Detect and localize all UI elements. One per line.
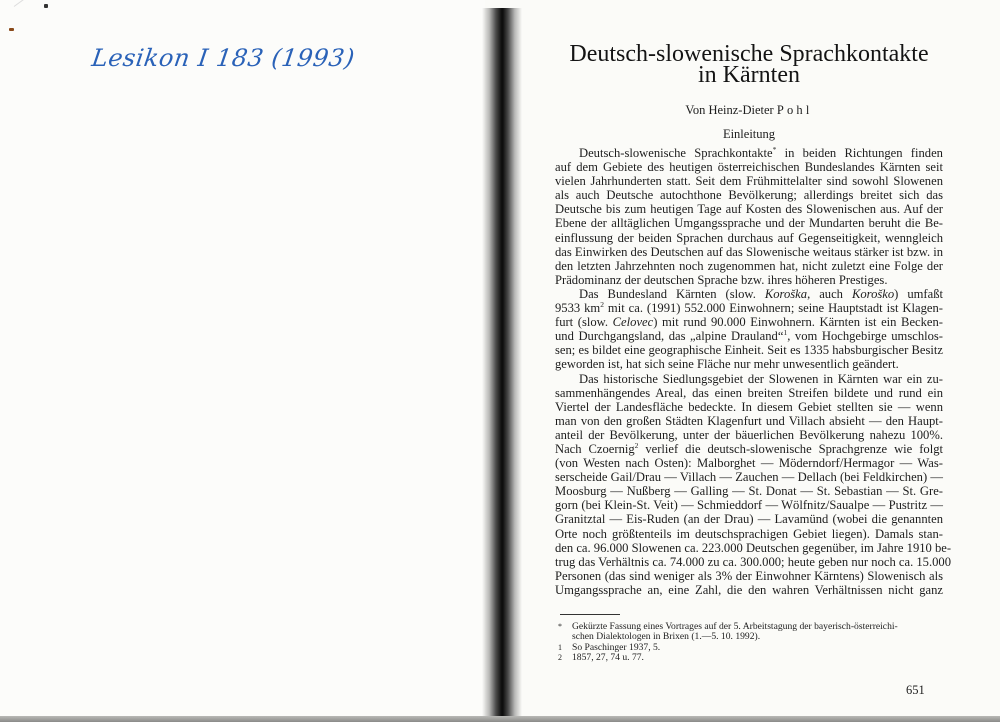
body-line: einflussung der beiden Sprachen durchaus auf Gegenseitigkeit, wenngleich <box>555 230 943 245</box>
body-line: man von den großen Städten Klagenfurt und Villach absieht — den Haupt- <box>555 413 943 428</box>
title-line-2: in Kärnten <box>698 62 800 88</box>
body-line: gorn (bei Klein-St. Veit) — Schmieddorf — Wölfnitz/Saualpe — Pustritz — <box>555 498 943 513</box>
body-line: Viertel der Landesfläche bedeckte. In diesem Gebiet stellten sie — wenn <box>555 399 943 414</box>
body-line: trug das Verhältnis ca. 74.000 zu ca. 300.000; heute geben nur noch ca. 15.000 <box>555 554 952 569</box>
body-line: Moosburg — Nußberg — Galling — St. Donat — St. Sebastian — St. Gre- <box>555 484 943 499</box>
body-line: Prädominanz der deutschen Sprache bzw. ihres höheren Prestiges. <box>555 272 888 287</box>
body-line: auf dem Gebiete des heutigen österreichischen Bundeslandes Kärnten seit <box>555 160 943 175</box>
title-line-1: Deutsch-slowenische Sprachkontakte <box>569 41 929 67</box>
footnote: * Gekürzte Fassung eines Vortrages auf der 5. Arbeitstagung der bayerisch-österreichi- <box>558 621 898 632</box>
body-line: Das historische Siedlungsgebiet der Slowenen in Kärnten war ein zu- <box>579 371 943 386</box>
italic-term: Koroška <box>764 286 808 301</box>
body-line: Umgangssprache an, eine Zahl, die den wahren Verhältnissen nicht ganz <box>555 582 943 597</box>
body-line: sammenhängendes Areal, das einen breiten Streifen bildete und rund ein <box>555 385 943 400</box>
left-page <box>0 0 485 716</box>
body-line: Deutsch-slowenische Sprachkontakte* in beiden Richtungen finden <box>579 145 943 160</box>
book-spine-shadow <box>482 8 522 716</box>
footnote-ref: * <box>772 145 777 154</box>
footnote: 2 1857, 27, 74 u. 77. <box>558 652 644 664</box>
footnote: 1 So Paschinger 1937, 5. <box>558 641 661 653</box>
footnote-rule <box>560 614 620 615</box>
body-text <box>555 145 952 597</box>
section-heading: Einleitung <box>722 127 776 141</box>
body-line: Nach Czoernig$^2$ verlief die deutsch-slowenische Sprachgrenze wie folgt <box>555 440 943 456</box>
body-line: serscheide Gail/Drau — Villach — Zauchen — Dellach (bei Feldkirchen) — <box>555 470 943 485</box>
body-line: vielen Jahrhunderten statt. Seit dem Frühmittelalter sind sowohl Slowenen <box>555 174 943 189</box>
body-line: das Einwirken des Deutschen auf das Slowenische weitaus stärker ist bzw. in <box>555 244 944 259</box>
corner-stain <box>9 28 14 31</box>
body-line: den ca. 96.000 Slowenen ca. 223.000 Deutschen gegenüber, im Jahre 1910 be- <box>555 540 952 555</box>
byline <box>555 103 943 118</box>
footnote: schen Dialektologen in Brixen (1.—5. 10. 1992). <box>572 631 761 643</box>
author-name: Pohl <box>776 103 813 117</box>
body-line: anteil der Bevölkerung, unter der bäuerlichen Bevölkerung nahezu 100%. <box>555 427 943 442</box>
scanner-edge <box>0 716 1000 722</box>
body-line: furt (slow. Celovec) mit rund 90.000 Einwohnern. Kärnten ist ein Becken- <box>555 315 944 330</box>
body-line: 9533 $km^2$ mit ca. (1991) 552.000 Einwohnern; seine Hauptstadt ist Klagen- <box>555 300 943 316</box>
body-line: als auch Deutsche autochthone Bevölkerung; allerdings breitet sich das <box>555 188 943 203</box>
body-line: geworden ist, hat sich seine Fläche nur mehr unwesentlich geändert. <box>555 357 899 372</box>
byline-prefix: Von Heinz-Dieter <box>685 103 774 117</box>
body-line: Personen (das sind weniger als 3% der Einwohner Kärntens) Slowenisch als <box>555 568 943 583</box>
body-line: den letzten Jahrzehnten noch zugenommen hat, nicht zuletzt eine Folge der <box>555 258 943 273</box>
body-line: sen; es bildet eine geographische Einheit. Seit es 1335 habsburgischer Besitz <box>555 343 943 358</box>
footnotes <box>558 622 943 664</box>
body-line: Ebene der alltäglichen Umgangssprache und der Mundarten beruht die Be- <box>555 216 943 231</box>
footnote-mark: 2 <box>558 653 562 663</box>
footnote-mark: * <box>558 622 562 631</box>
body-line: Deutsche bis zum heutigen Tage auf Kosten des Slowenischen aus. Auf der <box>555 202 943 217</box>
handwritten-note: Lesikon I 183 (1993) <box>90 44 357 72</box>
body-line: Granitztal — Eis-Ruden (an der Drau) — Lavamünd (wobei die genannten <box>555 512 943 527</box>
footnote-ref: 2 <box>600 300 604 310</box>
footnote-ref: 2 <box>634 440 639 450</box>
body-line: Orte noch größtenteils im deutschsprachigen Gebiet liegen). Damals stan- <box>555 526 943 541</box>
italic-term: Celovec <box>612 315 654 330</box>
page-number: 651 <box>906 683 925 697</box>
footnote-ref: 1 <box>783 328 788 338</box>
article-title <box>555 41 943 88</box>
italic-term: Koroško <box>851 286 895 301</box>
body-line: (von Westen nach Osten): Malborghet — Möderndorf/Hermagor — Was- <box>555 456 943 471</box>
corner-mark <box>44 4 48 8</box>
body-line: Das Bundesland Kärnten (slow. Koroška, auch Koroško) umfaßt <box>579 286 943 301</box>
body-line: und Durchgangsland, das „alpine Drauland“$^1$, vom Hochgebirge umschlos- <box>555 328 944 344</box>
footnote-mark: 1 <box>558 642 562 652</box>
